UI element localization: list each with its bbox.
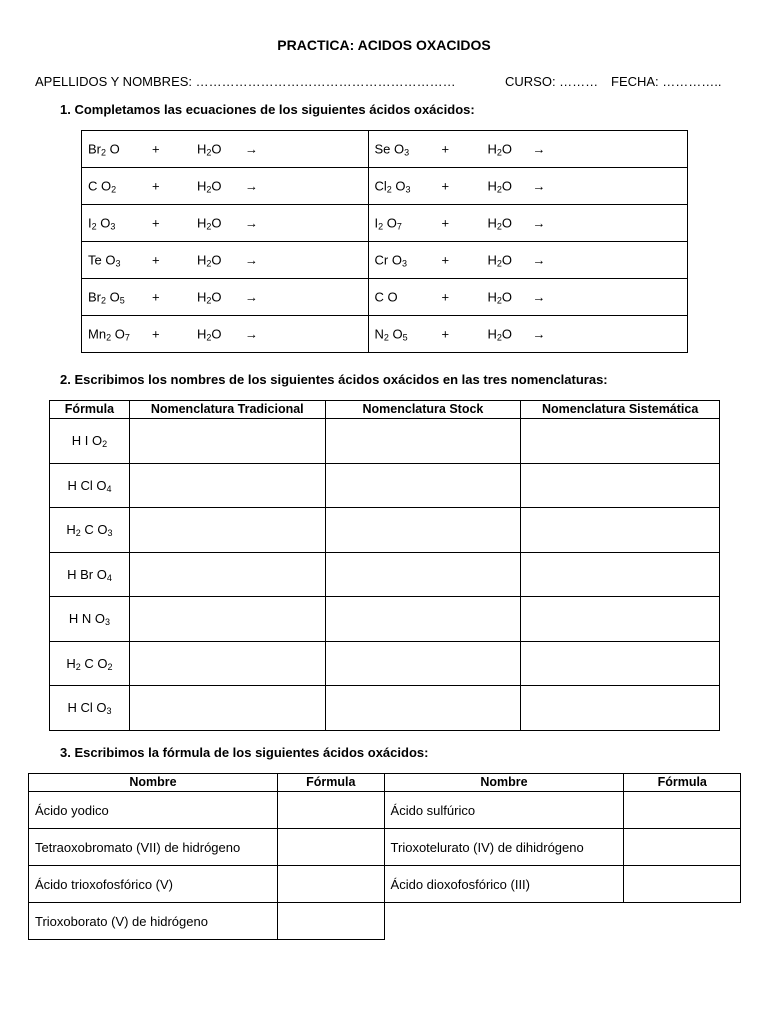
oxide-formula: $Mn_2$ $O_7$ (88, 326, 130, 343)
water-formula: $H_2O$ (487, 326, 513, 343)
equation-cell-right[interactable] (368, 316, 687, 353)
oxide-formula: $Br_2$ O (88, 141, 120, 158)
column-header-name-right: Nombre (384, 774, 624, 792)
table-row (29, 792, 741, 829)
column-header-name-left: Nombre (29, 774, 278, 792)
equation-cell-right[interactable] (368, 279, 687, 316)
table-row (50, 686, 720, 731)
table-row (29, 903, 741, 940)
acid-formula: H Br $O_4$ (50, 552, 130, 597)
equation-row (82, 316, 688, 353)
plus-sign: + (441, 178, 450, 194)
equation-cell-left[interactable] (82, 205, 369, 242)
plus-sign: + (152, 215, 160, 231)
stock-name-cell[interactable] (325, 686, 521, 731)
stock-name-cell[interactable] (325, 597, 521, 642)
stock-name-cell[interactable] (325, 463, 521, 508)
arrow-icon: → (245, 326, 258, 342)
acid-name: Trioxotelurato (IV) de dihidrógeno (384, 829, 624, 866)
equations-table (81, 130, 688, 353)
formula-answer-cell[interactable] (624, 829, 741, 866)
oxide-formula: $I_2$ $O_7$ (374, 215, 402, 232)
traditional-name-cell[interactable] (129, 419, 325, 464)
table-row (50, 552, 720, 597)
water-formula: $H_2O$ (197, 215, 222, 232)
equation-row (82, 131, 688, 168)
arrow-icon: → (532, 289, 546, 305)
plus-sign: + (441, 289, 450, 305)
equation-cell-left[interactable] (82, 168, 369, 205)
formula-answer-cell[interactable] (624, 866, 741, 903)
acid-name: Ácido trioxofosfórico (V) (29, 866, 278, 903)
acid-name: Tetraoxobromato (VII) de hidrógeno (29, 829, 278, 866)
acid-formula: H Cl $O_3$ (50, 686, 130, 731)
equation-cell-left[interactable] (82, 131, 369, 168)
formula-answer-cell[interactable] (277, 792, 384, 829)
column-header-traditional: Nomenclatura Tradicional (129, 401, 325, 419)
formula-answer-cell[interactable] (277, 903, 384, 940)
plus-sign: + (152, 252, 160, 268)
water-formula: $H_2O$ (197, 326, 222, 343)
formula-table (28, 773, 741, 940)
oxide-formula: Cr $O_3$ (374, 252, 407, 269)
equation-row (82, 168, 688, 205)
oxide-formula: Se $O_3$ (374, 141, 410, 158)
section-2-title: 2. Escribimos los nombres de los siguientes ácidos oxácidos en las tres nomenclaturas: (60, 372, 608, 387)
acid-name: Trioxoborato (V) de hidrógeno (29, 903, 278, 940)
oxide-formula: $Cl_2$ $O_3$ (374, 178, 411, 195)
arrow-icon: → (532, 141, 546, 157)
acid-formula: $H_2$ C $O_2$ (50, 641, 130, 686)
arrow-icon: → (532, 215, 546, 231)
arrow-icon: → (245, 178, 258, 194)
table-row (50, 597, 720, 642)
systematic-name-cell[interactable] (521, 419, 720, 464)
plus-sign: + (441, 326, 450, 342)
plus-sign: + (441, 141, 450, 157)
water-formula: $H_2O$ (487, 289, 513, 306)
traditional-name-cell[interactable] (129, 508, 325, 553)
table-row (29, 829, 741, 866)
formula-answer-cell[interactable] (277, 829, 384, 866)
nomenclature-table (49, 400, 720, 731)
water-formula: $H_2O$ (487, 141, 513, 158)
acid-formula: H Cl $O_4$ (50, 463, 130, 508)
equation-row (82, 205, 688, 242)
plus-sign: + (152, 326, 160, 342)
traditional-name-cell[interactable] (129, 552, 325, 597)
equation-cell-right[interactable] (368, 168, 687, 205)
water-formula: $H_2O$ (487, 252, 513, 269)
traditional-name-cell[interactable] (129, 686, 325, 731)
table-row (50, 641, 720, 686)
stock-name-cell[interactable] (325, 552, 521, 597)
arrow-icon: → (245, 141, 258, 157)
equation-cell-right[interactable] (368, 242, 687, 279)
arrow-icon: → (245, 289, 258, 305)
acid-name: Ácido yodico (29, 792, 278, 829)
systematic-name-cell[interactable] (521, 463, 720, 508)
names-field-label: APELLIDOS Y NOMBRES: …………………………………………………… (35, 74, 456, 89)
course-field-label: CURSO: ……… (505, 74, 599, 89)
systematic-name-cell[interactable] (521, 641, 720, 686)
traditional-name-cell[interactable] (129, 641, 325, 686)
acid-name: Ácido sulfúrico (384, 792, 624, 829)
plus-sign: + (152, 178, 160, 194)
water-formula: $H_2O$ (487, 178, 513, 195)
acid-formula: H I $O_2$ (50, 419, 130, 464)
table-row (50, 463, 720, 508)
oxide-formula: $I_2$ $O_3$ (88, 215, 116, 232)
systematic-name-cell[interactable] (521, 552, 720, 597)
arrow-icon: → (532, 178, 546, 194)
equation-row (82, 279, 688, 316)
systematic-name-cell[interactable] (521, 686, 720, 731)
water-formula: $H_2O$ (197, 178, 222, 195)
column-header-formula-left: Fórmula (277, 774, 384, 792)
water-formula: $H_2O$ (197, 141, 222, 158)
plus-sign: + (152, 141, 160, 157)
section-1-title: 1. Completamos las ecuaciones de los siguientes ácidos oxácidos: (60, 102, 475, 117)
column-header-stock: Nomenclatura Stock (325, 401, 521, 419)
equation-cell-left[interactable] (82, 279, 369, 316)
empty-space (384, 903, 740, 940)
arrow-icon: → (532, 326, 546, 342)
acid-formula: H N $O_3$ (50, 597, 130, 642)
column-header-formula-right: Fórmula (624, 774, 741, 792)
equation-cell-right[interactable] (368, 205, 687, 242)
equation-cell-left[interactable] (82, 242, 369, 279)
plus-sign: + (441, 252, 450, 268)
formula-answer-cell[interactable] (624, 792, 741, 829)
water-formula: $H_2O$ (197, 252, 222, 269)
stock-name-cell[interactable] (325, 419, 521, 464)
water-formula: $H_2O$ (487, 215, 513, 232)
page-title: PRACTICA: ACIDOS OXACIDOS (277, 37, 491, 53)
oxide-formula: C O (374, 289, 398, 305)
acid-name: Ácido dioxofosfórico (III) (384, 866, 624, 903)
stock-name-cell[interactable] (325, 508, 521, 553)
section-3-title: 3. Escribimos la fórmula de los siguientes ácidos oxácidos: (60, 745, 429, 760)
water-formula: $H_2O$ (197, 289, 222, 306)
arrow-icon: → (532, 252, 546, 268)
column-header-formula: Fórmula (50, 401, 130, 419)
formula-answer-cell[interactable] (277, 866, 384, 903)
table-row (29, 866, 741, 903)
table-row (50, 419, 720, 464)
column-header-systematic: Nomenclatura Sistemática (521, 401, 720, 419)
acid-formula: $H_2$ C $O_3$ (50, 508, 130, 553)
oxide-formula: C $O_2$ (88, 178, 117, 195)
plus-sign: + (152, 289, 160, 305)
stock-name-cell[interactable] (325, 641, 521, 686)
arrow-icon: → (245, 215, 258, 231)
oxide-formula: Te $O_3$ (88, 252, 121, 269)
traditional-name-cell[interactable] (129, 463, 325, 508)
oxide-formula: $N_2$ $O_5$ (374, 326, 408, 343)
equation-row (82, 242, 688, 279)
arrow-icon: → (245, 252, 258, 268)
systematic-name-cell[interactable] (521, 597, 720, 642)
date-field-label: FECHA: ………….. (611, 74, 722, 89)
table-row (50, 508, 720, 553)
oxide-formula: $Br_2$ $O_5$ (88, 289, 125, 306)
equation-cell-right[interactable] (368, 131, 687, 168)
traditional-name-cell[interactable] (129, 597, 325, 642)
equation-cell-left[interactable] (82, 316, 369, 353)
systematic-name-cell[interactable] (521, 508, 720, 553)
plus-sign: + (441, 215, 450, 231)
